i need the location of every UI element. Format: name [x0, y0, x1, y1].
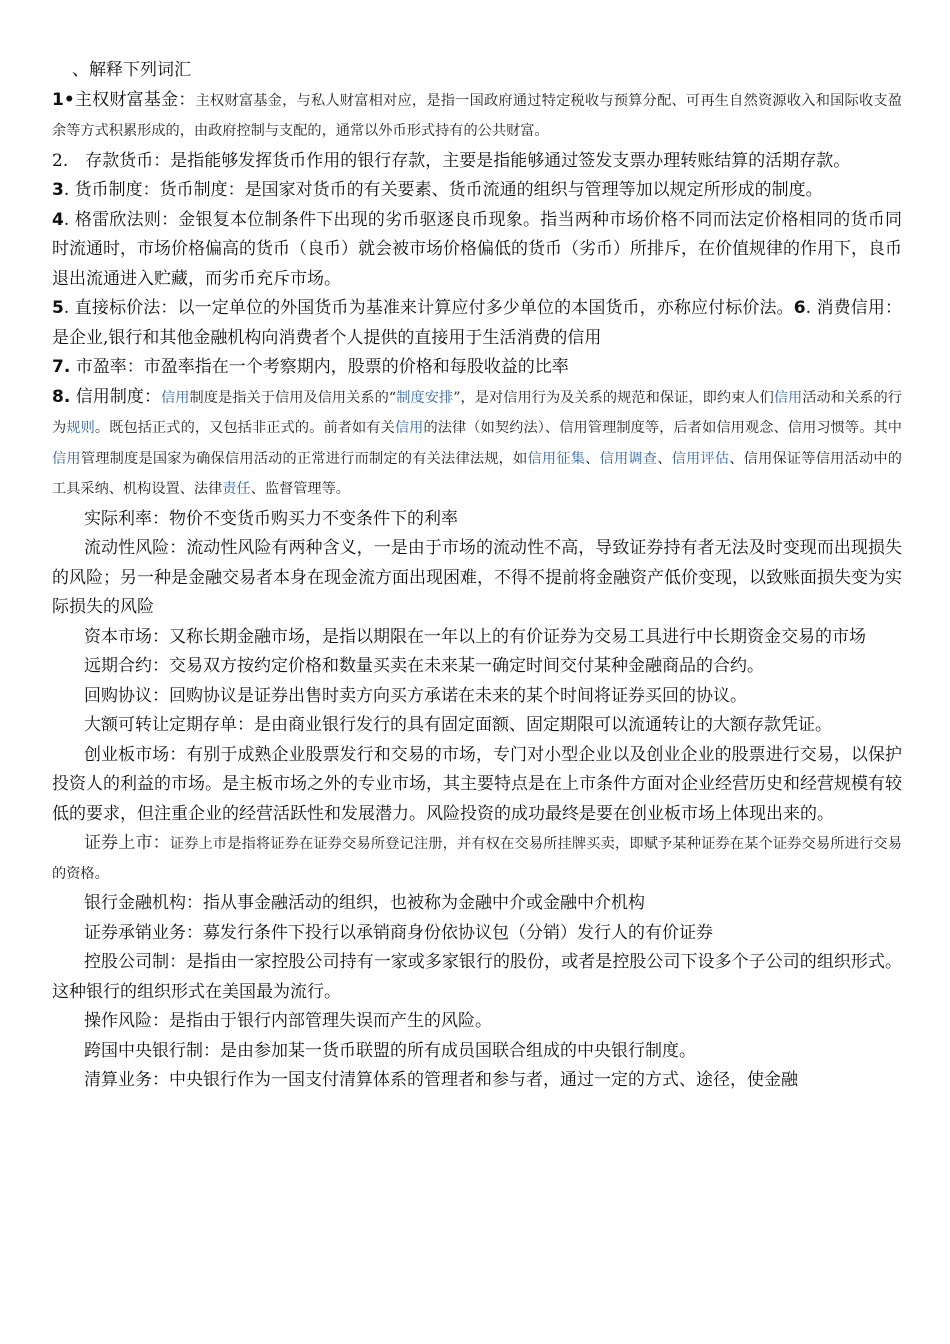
definition-paragraph [52, 711, 902, 741]
item-text-segment: 、 [657, 450, 672, 467]
item-text: 市盈率：市盈率指在一个考察期内，股票的价格和每股收益的比率 [70, 357, 569, 377]
item-text-segment: 、 [585, 450, 600, 467]
item-text: . 格雷欣法则：金银复本位制条件下出现的劣币驱逐良币现象。指当两种市场价格不同而法定价格相同的货币同时流通时，市场价格偏高的货币（良币）就会被市场价格偏低的货币（劣币）所排斥，在价值规律的作用下，良币退出流通进入贮藏，而劣币充斥市场。 [52, 209, 902, 289]
definition-paragraph [52, 1007, 902, 1037]
item-text-segment: ”，是对信用行为及关系的规范和保证，即约束人们 [453, 389, 774, 406]
item-text: 存款货币：是指能够发挥货币作用的银行存款，主要是指能够通过签发支票办理转账结算的活期存款。 [68, 150, 851, 171]
link-text[interactable]: 责任 [222, 481, 251, 497]
definition-paragraph [52, 919, 902, 949]
item-3 [52, 176, 902, 206]
definition-paragraph [52, 829, 902, 889]
definition-paragraph [52, 1037, 902, 1067]
definition-text: 银行金融机构：指从事金融活动的组织，也被称为金融中介或金融中介机构 [84, 893, 645, 913]
item-text-segment: 、信用保证等信用活动中的工具采纳、机构设置、法律 [52, 450, 902, 497]
definition-text: 资本市场：又称长期金融市场，是指以期限在一年以上的有价证券为交易工具进行中长期资金交易的市场 [84, 626, 866, 647]
item-text-segment: 。既包括正式的，又包括非正式的。前者如有关 [94, 420, 395, 436]
item-7 [52, 353, 902, 383]
definition-list [52, 505, 902, 1096]
item-text [52, 390, 902, 498]
definition-text: 跨国中央银行制：是由参加某一货币联盟的所有成员国联合组成的中央银行制度。 [84, 1040, 696, 1061]
definition-text: 流动性风险：流动性风险有两种含义，一是由于市场的流动性不高，导致证券持有者无法及时变现而出现损失的风险；另一种是金融交易者本身在现金流方面出现困难，不得不提前将金融资产低价变现，以致账面损失变为实际损失的风险 [52, 538, 902, 617]
definition-paragraph [52, 682, 902, 712]
item-number: 8. [52, 386, 71, 407]
item-8 [52, 383, 902, 505]
item-number: 7. [52, 357, 71, 377]
item-text-segment: 、监督管理等。 [250, 481, 350, 497]
definition-text: 实际利率：物价不变货币购买力不变条件下的利率 [84, 508, 458, 529]
definition-paragraph [52, 948, 902, 1007]
item-text: . 直接标价法：以一定单位的外国货币为基准来计算应付多少单位的本国货币，亦称应付标价法。 [63, 298, 794, 318]
item-number: 1• [52, 89, 75, 110]
definition-text: 远期合约：交易双方按约定价格和数量买卖在未来某一确定时间交付某种金融商品的合约。 [84, 656, 764, 676]
item-term: 主权财富基金： [74, 89, 196, 110]
link-text[interactable]: 信用 [394, 420, 424, 436]
definition-paragraph [52, 534, 902, 623]
item-text-segment: 制度是指关于信用及信用关系的“ [189, 389, 397, 406]
item-5-6 [52, 294, 902, 353]
definition-text: 控股公司制：是指由一家控股公司持有一家或多家银行的股份，或者是控股公司下设多个子公司的组织形式。这种银行的组织形式在美国最为流行。 [52, 952, 902, 1002]
definition-paragraph [52, 741, 902, 830]
definition-text: 证券承销业务：募发行条件下投行以承销商身份依协议包（分销）发行人的有价证券 [84, 922, 713, 943]
item-4 [52, 206, 902, 295]
link-text[interactable]: 信用调查 [599, 450, 658, 467]
definition-paragraph [52, 652, 902, 682]
link-text[interactable]: 信用评估 [671, 450, 730, 467]
definition-text: 回购协议：回购协议是证券出售时卖方向买方承诺在未来的某个时间将证券买回的协议。 [84, 685, 747, 706]
item-text-segment: 的法律（如契约法）、信用管理制度等，后者如信用观念、信用习惯等。其中 [423, 420, 902, 436]
item-number: 6 [793, 298, 806, 318]
link-text[interactable]: 制度安排 [396, 389, 454, 406]
item-2 [52, 147, 902, 177]
definition-paragraph [52, 889, 902, 919]
definition-text: 创业板市场：有别于成熟企业股票发行和交易的市场，专门对小型企业以及创业企业的股票进行交易，以保护投资人的利益的市场。是主板市场之外的专业市场，其主要特点是在上市条件方面对企业经营历史和经营规模有较低的要求，但注重企业的经营活跃性和发展潜力。风险投资的成功最终是要在创业板市场上体现出来的。 [52, 744, 902, 824]
link-text[interactable]: 信用征集 [527, 450, 586, 467]
document-page [52, 56, 902, 1096]
definition-term: 证券上市： [84, 833, 170, 853]
item-text-segment: 管理制度是国家为确保信用活动的正常进行而制定的有关法律法规，如 [80, 450, 528, 467]
definition-paragraph [52, 1066, 902, 1096]
item-term: 信用制度： [70, 386, 162, 407]
link-text[interactable]: 信用 [161, 389, 190, 406]
link-text[interactable]: 规则 [66, 420, 95, 436]
item-number: 5 [52, 298, 64, 318]
item-number: 4 [52, 209, 64, 230]
item-number: 3 [52, 180, 64, 200]
item-text-segment: 活动和关系的行为 [52, 389, 902, 436]
item-text: . 消费信用：是企业,银行和其他金融机构向消费者个人提供的直接用于生活消费的信用 [52, 298, 902, 348]
item-text: . 货币制度：货币制度：是国家对货币的有关要素、货币流通的组织与管理等加以规定所形成的制度。 [63, 180, 823, 200]
link-text[interactable]: 信用 [52, 450, 81, 467]
item-text: 主权财富基金，与私人财富相对应，是指一国政府通过特定税收与预算分配、可再生自然资源收入和国际收支盈余等方式积累形成的，由政府控制与支配的，通常以外币形式持有的公共财富。 [52, 92, 902, 139]
definition-paragraph [52, 505, 902, 535]
section-heading: 、解释下列词汇 [72, 60, 191, 80]
definition-text: 大额可转让定期存单：是由商业银行发行的具有固定面额、固定期限可以流通转让的大额存款凭证。 [84, 715, 832, 735]
definition-paragraph [52, 623, 902, 653]
item-1 [52, 86, 902, 147]
item-number: 2. [52, 150, 69, 171]
definition-text: 清算业务：中央银行作为一国支付清算体系的管理者和参与者，通过一定的方式、途径，使金融 [84, 1070, 798, 1090]
definition-text: 证券上市是指将证券在证券交易所登记注册，并有权在交易所挂牌买卖，即赋予某种证券在某个证券交易所进行交易的资格。 [52, 836, 902, 882]
link-text[interactable]: 信用 [773, 389, 803, 406]
definition-text: 操作风险：是指由于银行内部管理失误而产生的风险。 [84, 1011, 492, 1031]
